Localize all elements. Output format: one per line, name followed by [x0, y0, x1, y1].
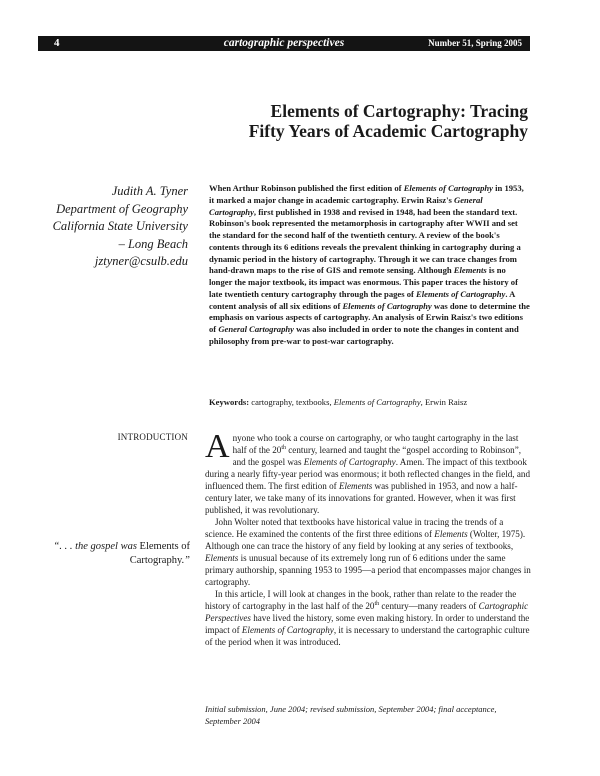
- title-line-2: Fifty Years of Academic Cartography: [248, 121, 528, 141]
- title-line-1: Elements of Cartography: Tracing: [270, 101, 528, 121]
- article-body: [205, 428, 531, 648]
- author-university: California State University: [52, 219, 188, 233]
- abstract: When Arthur Robinson published the first edition of Elements of Cartography in 1953, it marked a major change in academic cartography. Erwin Raisz's General Cartography, first published in 1938 and revised in 1948, had been the standard text. Robinson's book represented the metamorphosis in cartography after WWII and set the standard for the second half of the twentieth century. A review of the book's contents through its 6 editions reveals the prevalent thinking in cartography during a dynamic period in the history of cartography. Through it we can trace changes from hand-drawn maps to the rise of GIS and remote sensing. Although Elements is no longer the major textbook, its impact was enormous. This paper traces the history of late twentieth century cartography through the pages of Elements of Cartography. A content analysis of all six editions of Elements of Cartography was done to determine the emphasis on various aspects of cartography. An analysis of Erwin Raisz's two editions of General Cartography was also included in order to note the changes in content and philosophy from pre-war to post-war cartography.: [209, 183, 530, 346]
- section-heading: INTRODUCTION: [117, 432, 188, 442]
- journal-name: cartographic perspectives: [223, 37, 345, 49]
- body-paragraph-3: In this article, I will look at changes in the book, rather than relate to the reader the history of cartography in the last half of the 20th century—many readers of Cartographic Perspectives have lived the history, some even making history. In order to understand the impact of Elements of Cartography, it is necessary to understand the cartographic culture of the period when it was introduced.: [205, 589, 530, 647]
- drop-cap: A: [205, 428, 230, 465]
- author-campus: – Long Beach: [118, 236, 188, 251]
- article-title: [150, 101, 528, 141]
- author-department: Department of Geography: [56, 201, 188, 216]
- author-name: Judith A. Tyner: [111, 184, 188, 198]
- issue-info: Number 51, Spring 2005: [428, 38, 522, 48]
- keywords: Keywords: cartography, textbooks, Elements of Cartography, Erwin Raisz: [209, 397, 468, 407]
- body-paragraph-1: Anyone who took a course on cartography, or who taught cartography in the last half of the 20th century, learned and taught the “gospel according to Robinson”, and the gospel was Elements of Cartography. Amen. The impact of this textbook during a nearly fifty-year period was enormous; it both reflected changes in the field, and influenced them. The first edition of Elements was published in 1953, and now a half-century later, we take many of its innovations for granted. However, when it was first published, it was revolutionary.: [205, 428, 530, 515]
- body-paragraph-2: John Wolter noted that textbooks have historical value in tracing the trends of a science. He examined the contents of the first three editions of Elements (Wolter, 1975). Although one can trace the history of any field by looking at any series of textbooks, Elements is unusual because of its extremely long run of 6 editions under the same primary authorship, spanning 1953 to 1995—a period that encompasses major changes in cartography.: [205, 517, 531, 587]
- running-header: [38, 36, 530, 51]
- author-email[interactable]: jztyner@csulb.edu: [94, 254, 188, 268]
- submission-note: Initial submission, June 2004; revised submission, September 2004; final acceptance, September 2004: [205, 704, 497, 726]
- pull-quote: “. . . the gospel was Elements of Cartography.”: [53, 541, 190, 566]
- keywords-label: Keywords:: [209, 397, 250, 407]
- page-number: 4: [54, 37, 60, 49]
- author-block: [20, 183, 188, 271]
